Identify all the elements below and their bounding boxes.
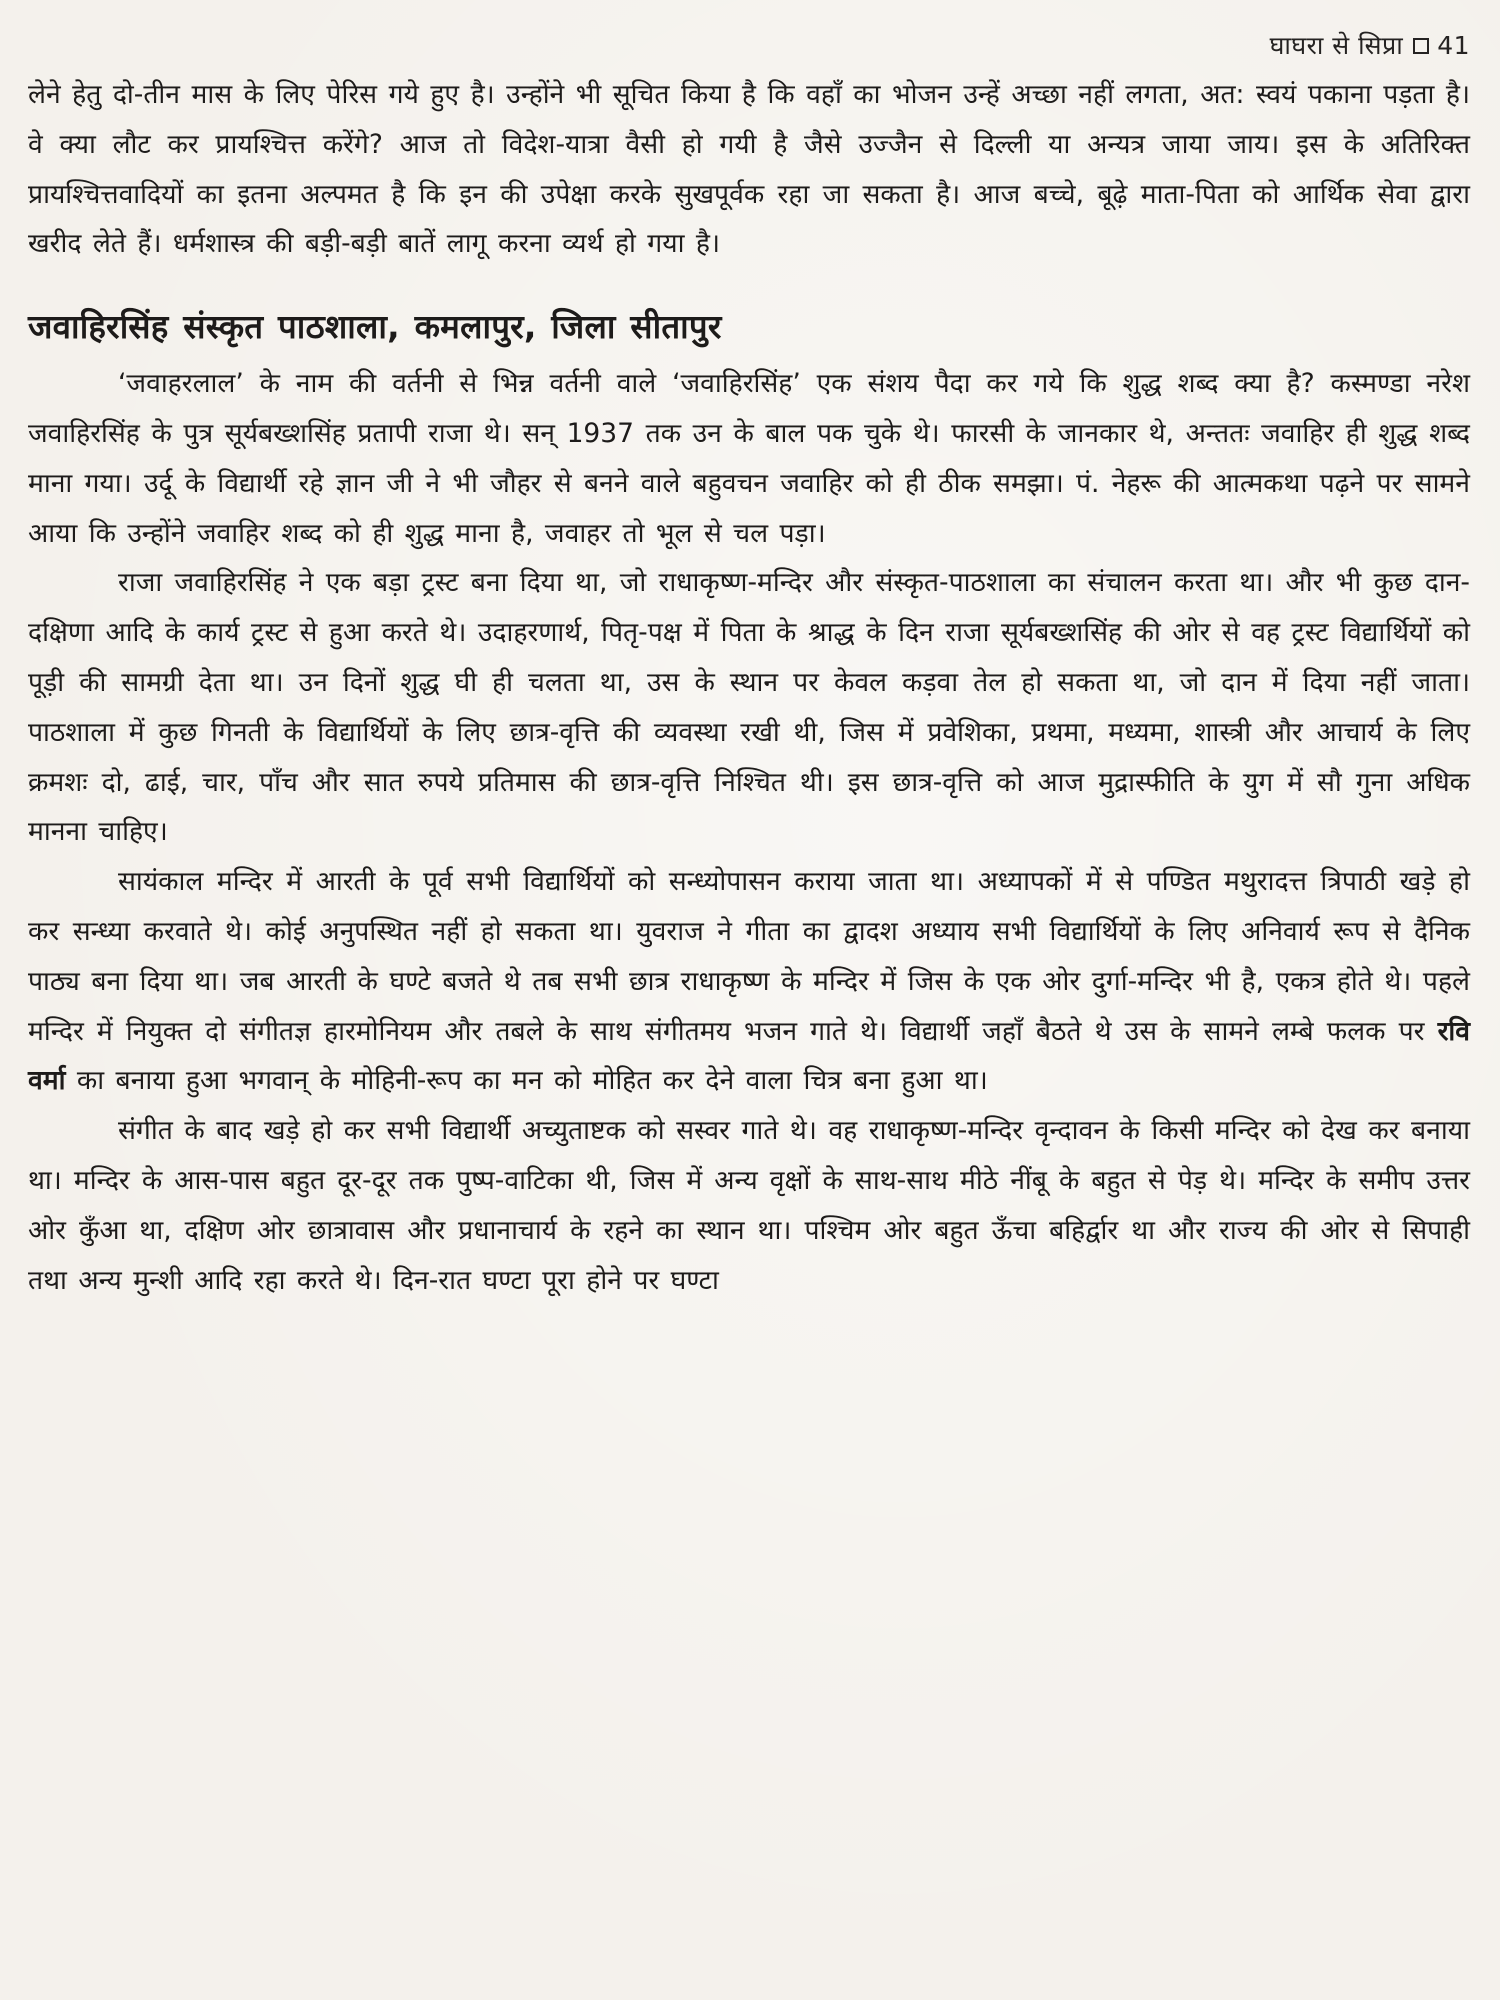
paragraph-4-part-2: का बनाया हुआ भगवान् के मोहिनी-रूप का मन को मोहित कर देने वाला चित्र बना हुआ था। — [65, 1065, 988, 1097]
page-number: 41 — [1437, 31, 1470, 60]
paragraph-2: ‘जवाहरलाल’ के नाम की वर्तनी से भिन्न वर्तनी वाले ‘जवाहिरसिंह’ एक संशय पैदा कर गये कि शुद्ध शब्द क्या है? कस्मण्डा नरेश जवाहिरसिंह के पुत्र सूर्यबख्शसिंह प्रतापी राजा थे। सन् 1937 तक उन के बाल पक चुके थे। फारसी के जानकार थे, अन्ततः जवाहिर ही शुद्ध शब्द माना गया। उर्दू के विद्यार्थी रहे ज्ञान जी ने भी जौहर से बनने वाले बहुवचन जवाहिर को ही ठीक समझा। पं. नेहरू की आत्मकथा पढ़ने पर सामने आया कि उन्होंने जवाहिर शब्द को ही शुद्ध माना है, जवाहर तो भूल से चल पड़ा। — [28, 368, 1470, 549]
running-head-title: घाघरा से सिप्रा — [1269, 31, 1404, 60]
paragraph-1: लेने हेतु दो-तीन मास के लिए पेरिस गये हुए है। उन्होंने भी सूचित किया है कि वहाँ का भोजन उन्हें अच्छा नहीं लगता, अत: स्वयं पकाना पड़ता है। वे क्या लौट कर प्रायश्चित्त करेंगे? आज तो विदेश-यात्रा वैसी हो गयी है जैसे उज्जैन से दिल्ली या अन्यत्र जाया जाय। इस के अतिरिक्त प्रायश्चित्तवादियों का इतना अल्पमत है कि इन की उपेक्षा करके सुखपूर्वक रहा जा सकता है। आज बच्चे, बूढ़े माता-पिता को आर्थिक सेवा द्वारा खरीद लेते हैं। धर्मशास्त्र की बड़ी-बड़ी बातें लागू करना व्यर्थ हो गया है। — [28, 79, 1470, 260]
paragraph-4 — [28, 857, 1470, 1106]
section-heading: जवाहिरसिंह संस्कृत पाठशाला, कमलापुर, जिला सीतापुर — [28, 307, 722, 347]
paragraph-3: राजा जवाहिरसिंह ने एक बड़ा ट्रस्ट बना दिया था, जो राधाकृष्ण-मन्दिर और संस्कृत-पाठशाला का संचालन करता था। और भी कुछ दान-दक्षिणा आदि के कार्य ट्रस्ट से हुआ करते थे। उदाहरणार्थ, पितृ-पक्ष में पिता के श्राद्ध के दिन राजा सूर्यबख्शसिंह की ओर से वह ट्रस्ट विद्यार्थियों को पूड़ी की सामग्री देता था। उन दिनों शुद्ध घी ही चलता था, उस के स्थान पर केवल कड़वा तेल हो सकता था, जो दान में दिया नहीं जाता। पाठशाला में कुछ गिनती के विद्यार्थियों के लिए छात्र-वृत्ति की व्यवस्था रखी थी, जिस में प्रवेशिका, प्रथमा, मध्यमा, शास्त्री और आचार्य के लिए क्रमशः दो, ढाई, चार, पाँच और सात रुपये प्रतिमास की छात्र-वृत्ति निश्चित थी। इस छात्र-वृत्ति को आज मुद्रास्फीति के युग में सौ गुना अधिक मानना चाहिए। — [28, 567, 1470, 848]
running-head — [28, 22, 1470, 70]
painter-name: रवि वर्मा — [28, 1015, 1470, 1097]
square-separator-icon — [1413, 38, 1429, 54]
paragraph-4-part-1: सायंकाल मन्दिर में आरती के पूर्व सभी विद्यार्थियों को सन्ध्योपासन कराया जाता था। अध्यापकों में से पण्डित मथुरादत्त त्रिपाठी खड़े हो कर सन्ध्या करवाते थे। कोई अनुपस्थित नहीं हो सकता था। युवराज ने गीता का द्वादश अध्याय सभी विद्यार्थियों के लिए अनिवार्य रूप से दैनिक पाठ्य बना दिया था। जब आरती के घण्टे बजते थे तब सभी छात्र राधाकृष्ण के मन्दिर में जिस के एक ओर दुर्गा-मन्दिर भी है, एकत्र होते थे। पहले मन्दिर में नियुक्त दो संगीतज्ञ हारमोनियम और तबले के साथ संगीतमय भजन गाते थे। विद्यार्थी जहाँ बैठते थे उस के सामने लम्बे फलक पर — [28, 866, 1470, 1047]
body-text — [28, 70, 1470, 1305]
paragraph-5: संगीत के बाद खड़े हो कर सभी विद्यार्थी अच्युताष्टक को सस्वर गाते थे। वह राधाकृष्ण-मन्दिर वृन्दावन के किसी मन्दिर को देख कर बनाया था। मन्दिर के आस-पास बहुत दूर-दूर तक पुष्प-वाटिका थी, जिस में अन्य वृक्षों के साथ-साथ मीठे नींबू के बहुत से पेड़ थे। मन्दिर के समीप उत्तर ओर कुँआ था, दक्षिण ओर छात्रावास और प्रधानाचार्य के रहने का स्थान था। पश्चिम ओर बहुत ऊँचा बहिर्द्वार था और राज्य की ओर से सिपाही तथा अन्य मुन्शी आदि रहा करते थे। दिन-रात घण्टा पूरा होने पर घण्टा — [28, 1115, 1470, 1296]
